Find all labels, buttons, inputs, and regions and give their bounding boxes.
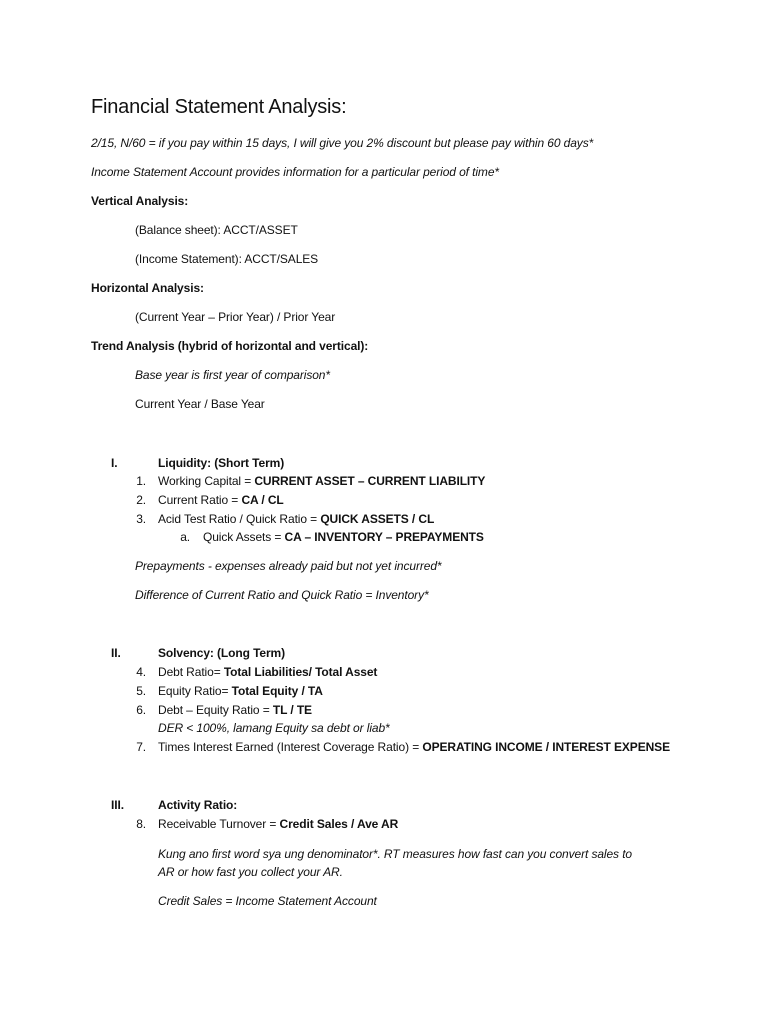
formula-label: Acid Test Ratio / Quick Ratio = — [158, 512, 321, 526]
formula-label: Receivable Turnover = — [158, 817, 280, 831]
formula-value: CA – INVENTORY – PREPAYMENTS — [284, 530, 484, 544]
trend-analysis-heading: Trend Analysis (hybrid of horizontal and vertical): — [91, 339, 369, 353]
formula-value: TL / TE — [272, 703, 312, 717]
page-title: Financial Statement Analysis: — [91, 96, 347, 118]
formula-value: CA / CL — [241, 493, 284, 507]
ratio-difference-note: Difference of Current Ratio and Quick Ratio = Inventory* — [135, 588, 429, 602]
formula-value: QUICK ASSETS / CL — [320, 512, 435, 526]
section-numeral: I. — [111, 456, 118, 470]
section-numeral: III. — [111, 798, 124, 812]
prepayments-note: Prepayments - expenses already paid but not yet incurred* — [135, 559, 442, 573]
formula-label: Times Interest Earned (Interest Coverage Ratio) = — [158, 740, 423, 754]
formula-label: Working Capital = — [158, 474, 255, 488]
formula-label: Debt Ratio= — [158, 665, 224, 679]
formula-label: Current Ratio = — [158, 493, 242, 507]
vertical-analysis-heading: Vertical Analysis: — [91, 194, 189, 208]
trend-formula: Current Year / Base Year — [135, 397, 265, 411]
section-numeral: II. — [111, 646, 121, 660]
formula-value: CURRENT ASSET – CURRENT LIABILITY — [254, 474, 486, 488]
formula-value: Credit Sales / Ave AR — [279, 817, 399, 831]
formula-label: Quick Assets = — [203, 530, 285, 544]
receivable-note-line-2: AR or how fast you collect your AR. — [158, 865, 343, 879]
vertical-income-statement: (Income Statement): ACCT/SALES — [135, 252, 319, 266]
list-number: 7. — [136, 740, 146, 754]
formula-value: Total Liabilities/ Total Asset — [223, 665, 378, 679]
section-heading-liquidity: Liquidity: (Short Term) — [158, 456, 285, 470]
list-number: 8. — [136, 817, 146, 831]
der-note: DER < 100%, lamang Equity sa debt or liab* — [158, 721, 390, 735]
list-number: 4. — [136, 665, 146, 679]
horizontal-formula: (Current Year – Prior Year) / Prior Year — [135, 310, 336, 324]
section-heading-activity: Activity Ratio: — [158, 798, 238, 812]
trend-note: Base year is first year of comparison* — [135, 368, 330, 382]
receivable-note-line-1: Kung ano first word sya ung denominator*. RT measures how fast can you convert sales to — [158, 847, 632, 861]
formula-value: OPERATING INCOME / INTEREST EXPENSE — [422, 740, 670, 754]
horizontal-analysis-heading: Horizontal Analysis: — [91, 281, 204, 295]
sub-list-letter: a. — [180, 530, 190, 544]
formula-value: Total Equity / TA — [231, 684, 323, 698]
terms-note: 2/15, N/60 = if you pay within 15 days, I will give you 2% discount but please pay within 60 days* — [91, 136, 594, 150]
list-number: 3. — [136, 512, 146, 526]
section-heading-solvency: Solvency: (Long Term) — [158, 646, 286, 660]
list-number: 5. — [136, 684, 146, 698]
list-number: 6. — [136, 703, 146, 717]
list-number: 1. — [136, 474, 146, 488]
formula-label: Debt – Equity Ratio = — [158, 703, 273, 717]
income-statement-note: Income Statement Account provides information for a particular period of time* — [91, 165, 499, 179]
list-number: 2. — [136, 493, 146, 507]
credit-sales-note: Credit Sales = Income Statement Account — [158, 894, 377, 908]
vertical-balance-sheet: (Balance sheet): ACCT/ASSET — [135, 223, 298, 237]
formula-label: Equity Ratio= — [158, 684, 232, 698]
